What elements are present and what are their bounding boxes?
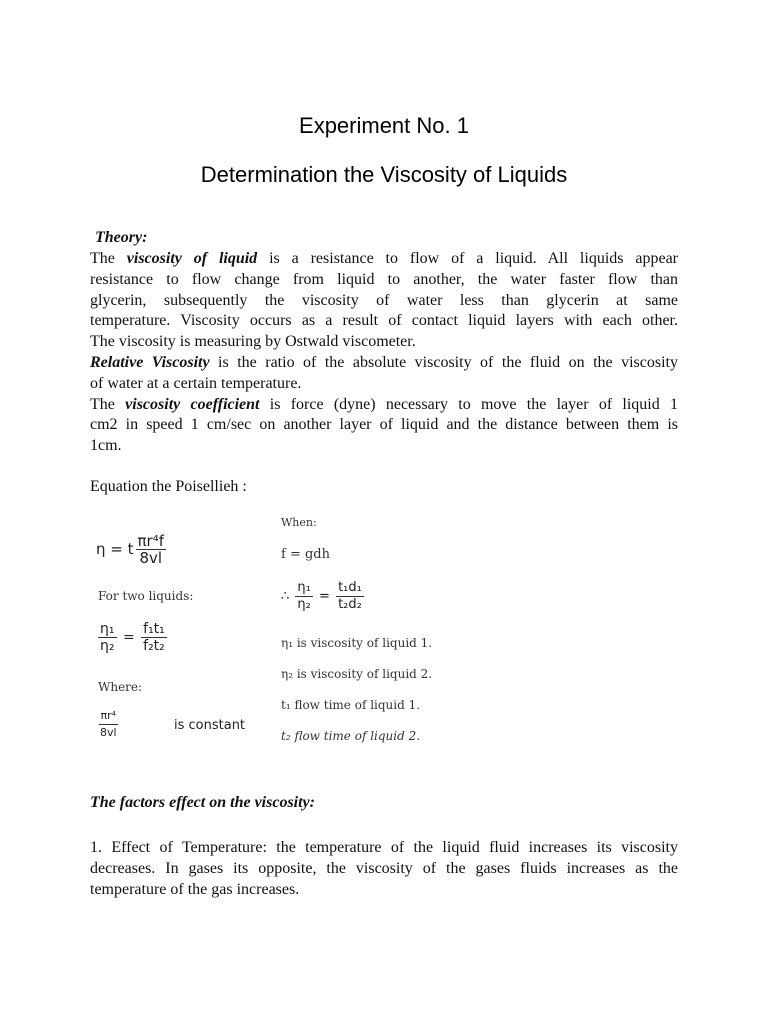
text-line: temperature. Viscosity occurs as a result of contact liquid layers with each other. — [90, 312, 678, 330]
theory-paragraph — [90, 249, 678, 457]
definition-t2: t₂ flow time of liquid 2. — [281, 729, 421, 743]
definition-t1: t₁ flow time of liquid 1. — [281, 698, 421, 712]
definition-eta1: η₁ is viscosity of liquid 1. — [281, 636, 433, 650]
constant-term: $\frac{\text{πr⁴}}{8vl}$ — [100, 709, 117, 739]
text-line: cm2 in speed 1 cm/sec on another layer of liquid and the distance between them is — [90, 416, 678, 434]
two-liquids-equation: $\frac{\text{η₁}}{\text{η₂}}$ = $\frac{\text{f₁t₁}}{\text{f₂t₂}}$ — [100, 621, 165, 654]
force-equation: f = gdh — [281, 547, 330, 562]
text-line: 1cm. — [90, 437, 122, 455]
text-line: temperature of the gas increases. — [90, 880, 300, 898]
equation-heading: Equation the Poisellieh : — [90, 478, 247, 495]
experiment-subtitle: Determination the Viscosity of Liquids — [200, 162, 568, 187]
temperature-paragraph — [90, 838, 678, 900]
is-constant-label: is constant — [174, 718, 246, 733]
for-two-liquids-label: For two liquids: — [98, 589, 194, 603]
text-line: The viscosity coefficient is force (dyne) necessary to move the layer of liquid 1 — [90, 395, 679, 413]
text-line: of water at a certain temperature. — [90, 374, 302, 392]
factors-heading: The factors effect on the viscosity: — [90, 794, 315, 811]
where-label: Where: — [98, 680, 143, 694]
text-line: Relative Viscosity is the ratio of the absolute viscosity of the fluid on the viscosity — [90, 353, 679, 371]
theory-heading: Theory: — [95, 229, 148, 246]
text-line: 1. Effect of Temperature: the temperature of the liquid fluid increases its viscosity — [90, 839, 678, 856]
text-line: glycerin, subsequently the viscosity of water less than glycerin at same — [90, 291, 678, 309]
text-line: decreases. In gases its opposite, the viscosity of the gases fluids increases as the — [90, 859, 678, 877]
density-ratio-equation: ∴ $\frac{\text{η₁}}{\text{η₂}}$ = $\frac{\text{t₁d₁}}{\text{t₂d₂}}$ — [281, 580, 362, 612]
text-line: The viscosity of liquid is a resistance to flow of a liquid. All liquids appear — [90, 250, 679, 267]
poiseuille-equation: η = t $\frac{\text{πr⁴f}}{8vl}$ — [96, 532, 164, 567]
experiment-title: Experiment No. 1 — [299, 113, 469, 138]
definition-eta2: η₂ is viscosity of liquid 2. — [281, 667, 433, 681]
when-label: When: — [281, 516, 317, 529]
text-line: The viscosity is measuring by Ostwald viscometer. — [90, 333, 416, 351]
text-line: resistance to flow change from liquid to another, the water faster flow than — [90, 270, 678, 288]
